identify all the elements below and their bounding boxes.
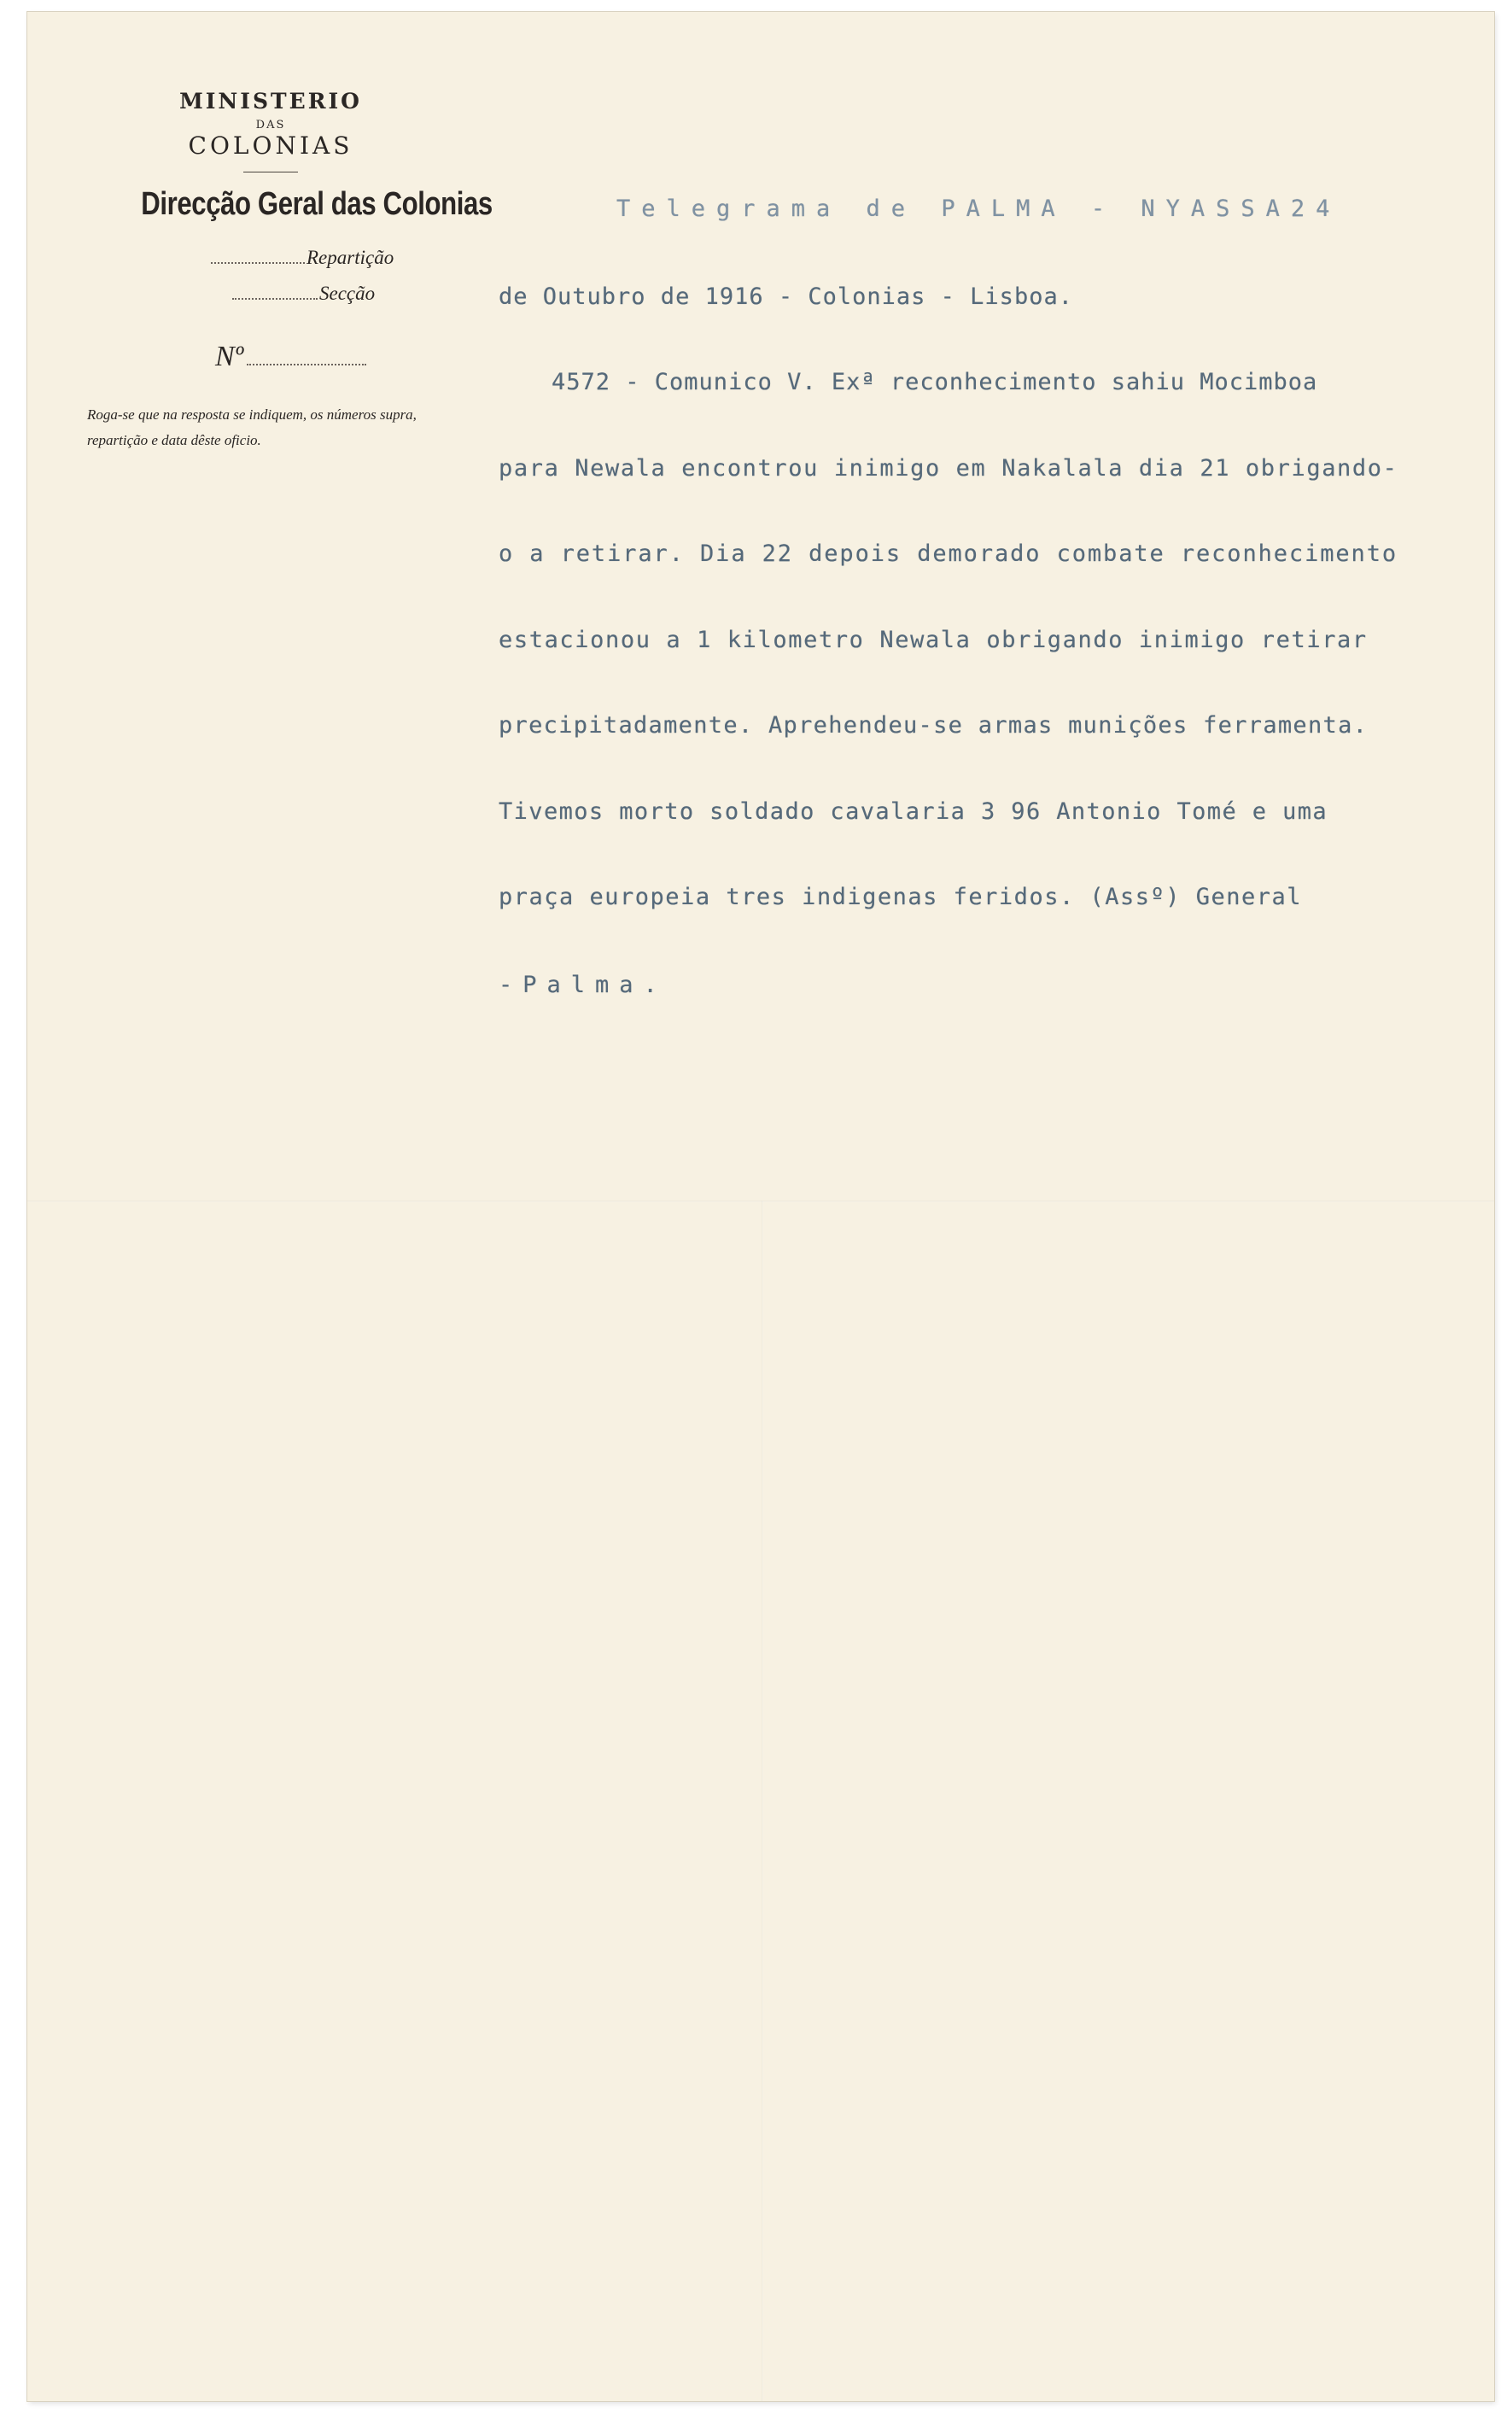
telegram-line: Tivemos morto soldado cavalaria 3 96 Antonio Tomé e uma [499,798,1328,825]
telegram-line: para Newala encontrou inimigo em Nakalala dia 21 obrigando- [499,455,1398,482]
reply-instructions-note: Roga-se que na resposta se indiquem, os números supra, repartição e data dêste oficio. [87,406,417,448]
ministry-heading: MINISTERIO [179,89,362,114]
numero-field [113,341,429,370]
telegram-line: -Palma. [499,972,668,998]
paper-sheet [27,12,1494,2401]
telegram-line: 4572 - Comunico V. Exª reconhecimento sahiu Mocimboa [552,369,1318,395]
telegram-line: estacionou a 1 kilometro Newala obrigando inimigo retirar [499,627,1368,653]
directorate-title: Direcção Geral das Colonias [141,186,493,222]
telegram-line: de Outubro de 1916 - Colonias - Lisboa. [499,283,1073,310]
reparticao-field [113,247,429,276]
seccao-field [113,283,429,312]
numero-label: Nº [215,341,244,372]
ministry-colonias: COLONIAS [188,131,353,160]
vertical-fold [762,1201,763,2401]
seccao-label: Secção [319,283,376,304]
telegram-line: Telegrama de PALMA - NYASSA24 [616,196,1341,222]
telegram-line: precipitadamente. Aprehendeu-se armas munições ferramenta. [499,712,1369,739]
seccao-dotted-line [232,298,318,300]
letterhead [87,89,493,453]
reparticao-label: Repartição [306,247,394,268]
ministry-das: DAS [255,119,286,131]
telegram-line: o a retirar. Dia 22 depois demorado combate reconhecimento [499,541,1398,567]
numero-dotted-line [247,364,366,365]
telegram-line: praça europeia tres indigenas feridos. (Assº) General [499,884,1303,910]
reparticao-dotted-line [211,262,305,264]
horizontal-fold [27,1201,1494,1202]
